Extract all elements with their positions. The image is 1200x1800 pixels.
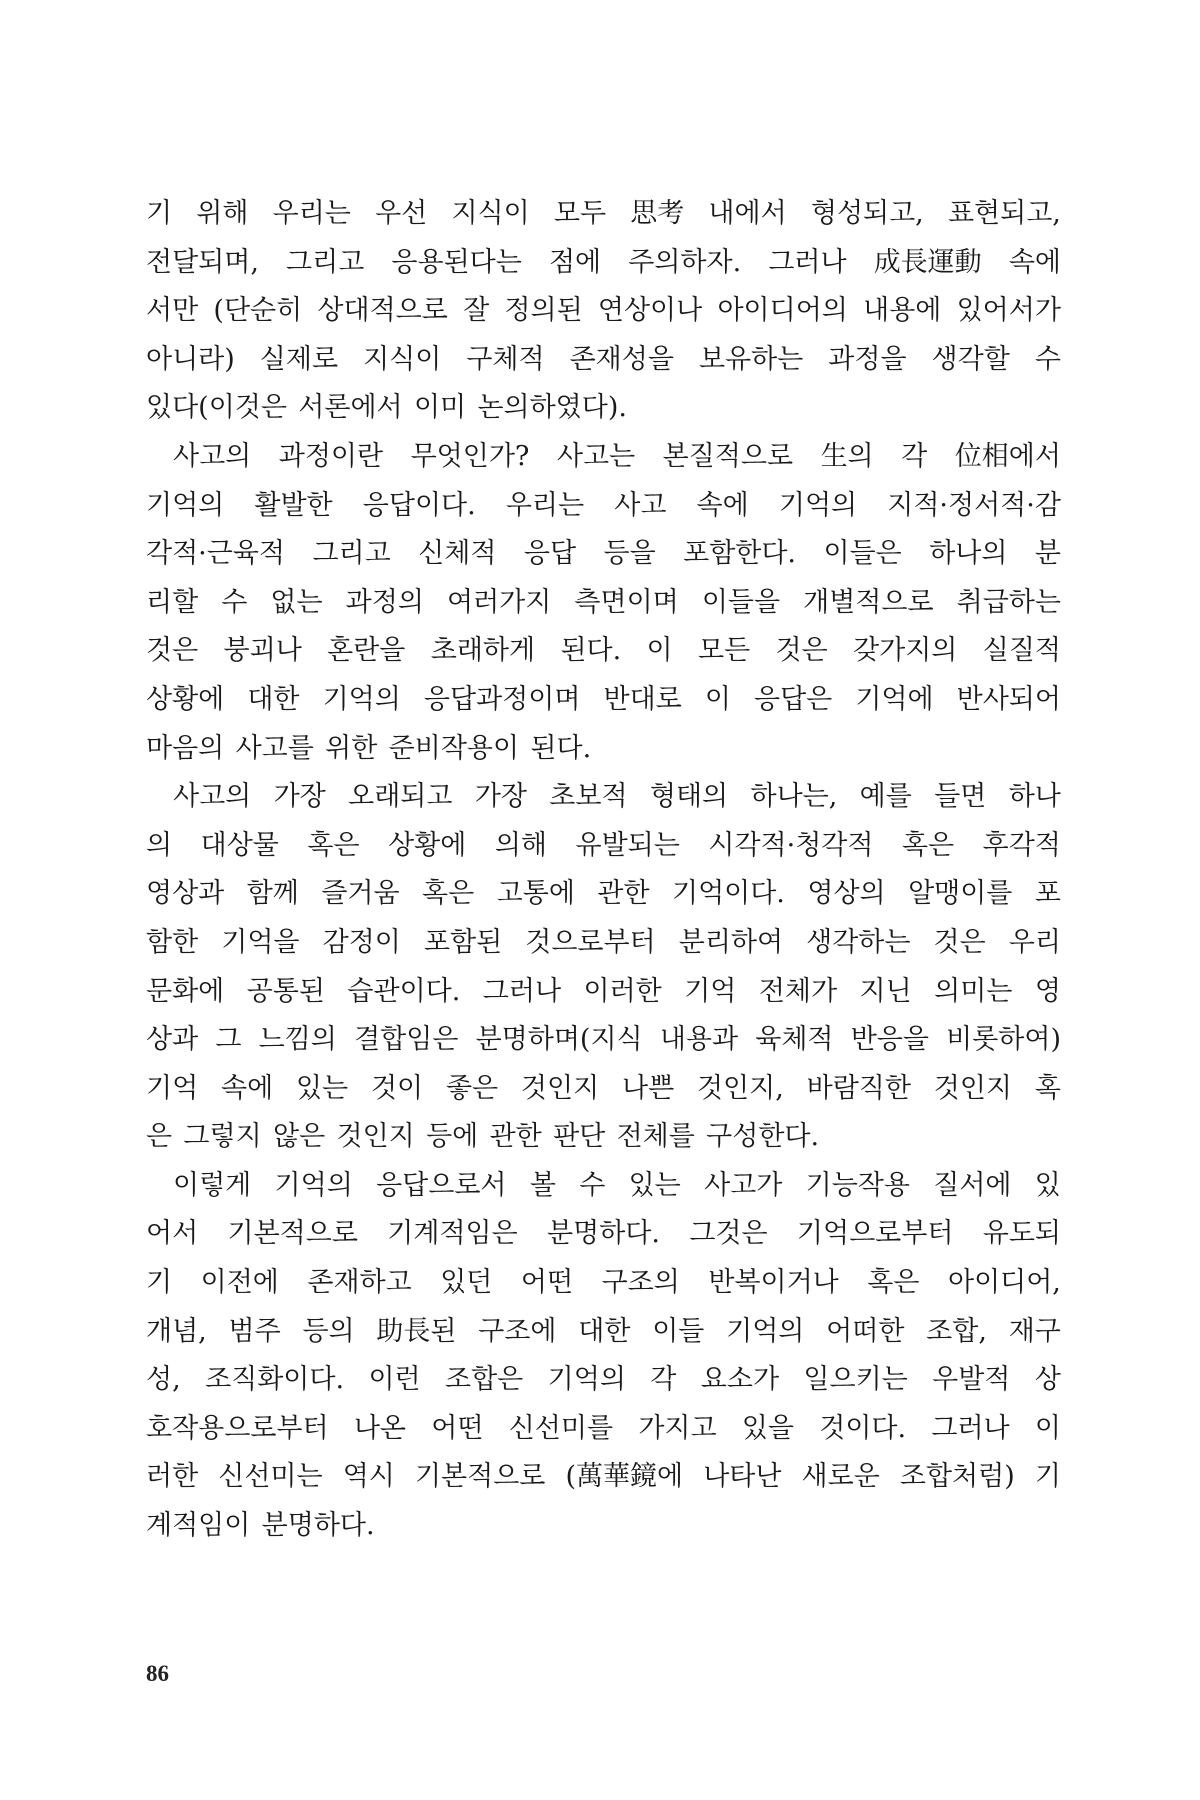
page-number: 86 <box>146 1661 169 1686</box>
text-line: 서만 (단순히 상대적으로 잘 정의된 연상이나 아이디어의 내용에 있어서가 <box>146 295 1061 327</box>
text-line: 호작용으로부터 나온 어떤 신선미를 가지고 있을 것이다. 그러나 이 <box>146 1412 1061 1444</box>
text-line: 의 대상물 혹은 상황에 의해 유발되는 시각적·청각적 혹은 후각적 <box>146 829 1061 861</box>
body-text <box>146 190 1061 1551</box>
text-line: 사고의 과정이란 무엇인가? 사고는 본질적으로 生의 각 位相에서 <box>173 440 1061 472</box>
text-line: 기억 속에 있는 것이 좋은 것인지 나쁜 것인지, 바람직한 것인지 혹 <box>146 1072 1061 1104</box>
text-line: 각적·근육적 그리고 신체적 응답 등을 포함한다. 이들은 하나의 분 <box>146 538 1061 570</box>
text-line: 계적임이 분명하다. <box>146 1510 375 1542</box>
text-line: 아니라) 실제로 지식이 구체적 존재성을 보유하는 과정을 생각할 수 <box>146 343 1061 375</box>
text-line: 마음의 사고를 위한 준비작용이 된다. <box>146 732 592 764</box>
text-line: 것은 붕괴나 혼란을 초래하게 된다. 이 모든 것은 갖가지의 실질적 <box>146 635 1061 667</box>
text-line: 전달되며, 그리고 응용된다는 점에 주의하자. 그러나 成長運動 속에 <box>146 246 1061 278</box>
text-line: 리할 수 없는 과정의 여러가지 측면이며 이들을 개별적으로 취급하는 <box>146 586 1061 618</box>
text-line: 영상과 함께 즐거움 혹은 고통에 관한 기억이다. 영상의 알맹이를 포 <box>146 878 1061 910</box>
text-line: 함한 기억을 감정이 포함된 것으로부터 분리하여 생각하는 것은 우리 <box>146 926 1061 958</box>
text-line: 성, 조직화이다. 이런 조합은 기억의 각 요소가 일으키는 우발적 상 <box>146 1364 1061 1396</box>
text-line: 개념, 범주 등의 助長된 구조에 대한 이들 기억의 어떠한 조합, 재구 <box>146 1315 1061 1347</box>
text-line: 상과 그 느낌의 결합임은 분명하며(지식 내용과 육체적 반응을 비롯하여) <box>146 1024 1061 1056</box>
text-line: 기억의 활발한 응답이다. 우리는 사고 속에 기억의 지적·정서적·감 <box>146 489 1061 521</box>
text-line: 어서 기본적으로 기계적임은 분명하다. 그것은 기억으로부터 유도되 <box>146 1218 1061 1250</box>
text-line: 문화에 공통된 습관이다. 그러나 이러한 기억 전체가 지닌 의미는 영 <box>146 975 1061 1007</box>
text-line: 러한 신선미는 역시 기본적으로 (萬華鏡에 나타난 새로운 조합처럼) 기 <box>146 1461 1061 1493</box>
text-line: 기 위해 우리는 우선 지식이 모두 思考 내에서 형성되고, 표현되고, <box>146 198 1061 229</box>
text-line: 은 그렇지 않은 것인지 등에 관한 판단 전체를 구성한다. <box>146 1121 820 1153</box>
text-line: 이렇게 기억의 응답으로서 볼 수 있는 사고가 기능작용 질서에 있 <box>173 1169 1061 1201</box>
text-line: 사고의 가장 오래되고 가장 초보적 형태의 하나는, 예를 들면 하나 <box>173 781 1061 813</box>
text-line: 있다(이것은 서론에서 이미 논의하였다). <box>146 392 627 424</box>
text-line: 상황에 대한 기억의 응답과정이며 반대로 이 응답은 기억에 반사되어 <box>146 683 1061 715</box>
text-line: 기 이전에 존재하고 있던 어떤 구조의 반복이거나 혹은 아이디어, <box>146 1267 1061 1299</box>
